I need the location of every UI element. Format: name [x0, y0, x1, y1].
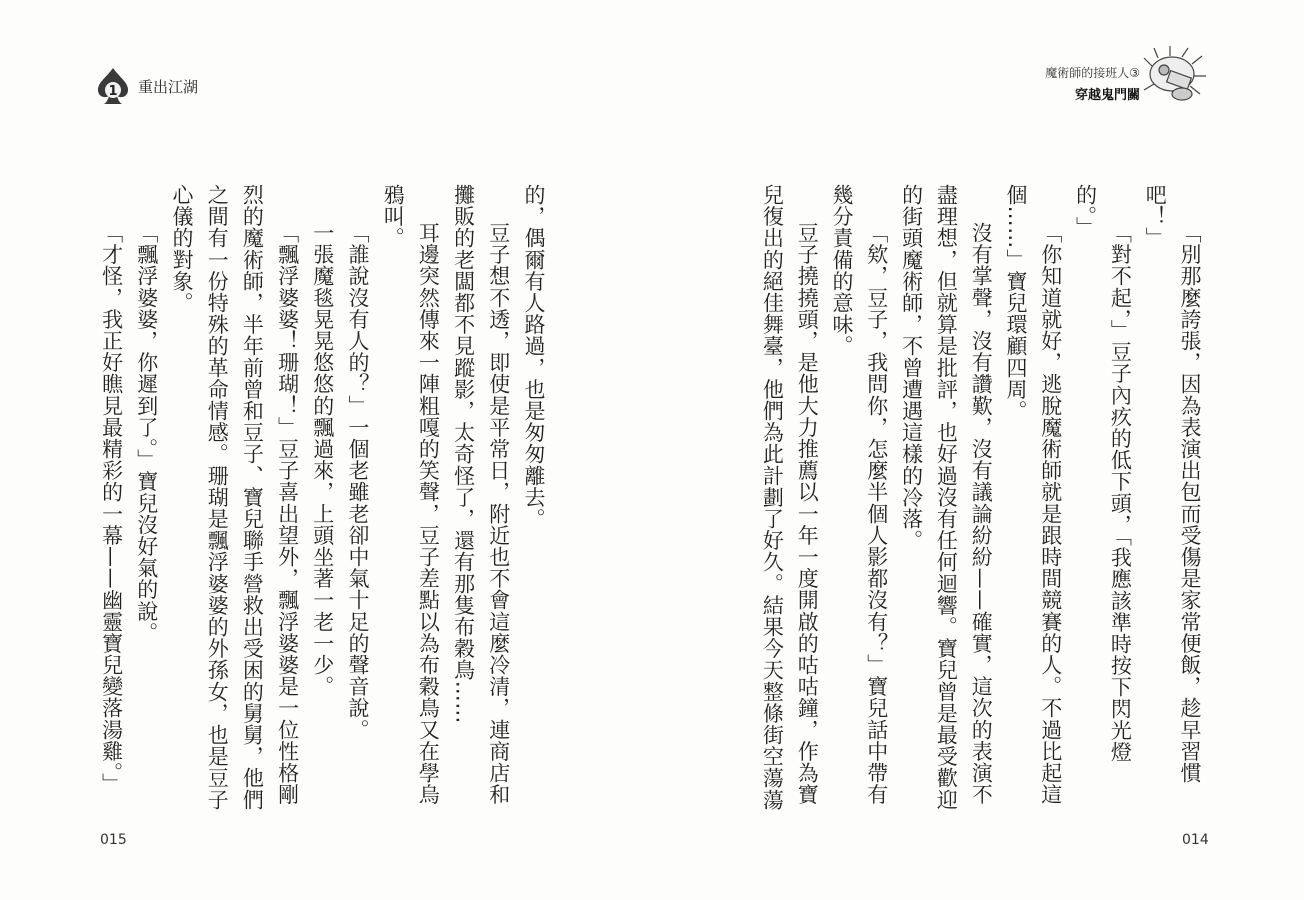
text-column: 盡理想，但就算是批評，也好過沒有任何迴響。寶兒曾是最受歡迎	[934, 184, 959, 811]
text-column: 「才怪，我正好瞧見最精彩的一幕——幽靈寶兒變落湯雞。」	[99, 222, 124, 795]
text-column: 鴉叫。	[381, 184, 406, 249]
running-header	[1040, 64, 1140, 103]
spade-icon	[96, 66, 130, 106]
text-column: 「別那麼誇張，因為表演出包而受傷是家常便飯，趁早習慣	[1178, 222, 1202, 784]
text-column: 沒有掌聲，沒有讚歎，沒有議論紛紛——確實，這次的表演不	[969, 222, 994, 806]
chapter-title: 重出江湖	[138, 77, 199, 96]
text-column: 心儀的對象。	[170, 184, 194, 314]
text-column: 的街頭魔術師，不曾遭遇這樣的冷落。	[899, 184, 924, 552]
text-column: 「飄浮婆婆，你遲到了。」寶兒沒好氣的說。	[134, 222, 159, 644]
text-column: 「對不起，」豆子內疚的低下頭，「我應該準時按下閃光燈	[1108, 222, 1133, 763]
book-title: 穿越鬼門關	[1074, 88, 1140, 103]
text-column: 「你知道就好，逃脫魔術師就是跟時間競賽的人。不過比起這	[1038, 222, 1063, 806]
text-column: 豆子想不透，即使是平常日，附近也不會這麼冷清，連商店和	[486, 222, 511, 806]
text-column: 之間有一份特殊的革命情感。珊瑚是飄浮婆婆的外孫女，也是豆子	[205, 184, 230, 811]
page-number-left: 015	[100, 832, 127, 848]
chapter-header	[96, 66, 198, 106]
cuckoo-clock-illustration	[1138, 44, 1210, 104]
text-column: 攤販的老闆都不見蹤影，太奇怪了，還有那隻布穀鳥……	[451, 184, 476, 724]
text-column: 耳邊突然傳來一陣粗嘎的笑聲，豆子差點以為布穀鳥又在學烏	[416, 222, 441, 806]
text-column: 烈的魔術師，半年前曾和豆子、寶兒聯手營救出受困的舅舅，他們	[240, 184, 265, 811]
page-number-right: 014	[1182, 832, 1209, 848]
text-column: 「欸，豆子，我問你，怎麼半個人影都沒有？」寶兒話中帶有	[864, 222, 889, 806]
text-column: 一張魔毯晃晃悠悠的飄過來，上頭坐著一老一少。	[310, 222, 335, 698]
text-column: 幾分責備的意味。	[830, 184, 854, 357]
text-column: 吧！」	[1143, 184, 1168, 249]
series-title: 魔術師的接班人③	[1045, 66, 1140, 80]
text-column: 兒復出的絕佳舞臺，他們為此計劃了好久。結果今天整條街空蕩蕩	[760, 184, 785, 811]
text-column: 豆子撓撓頭，是他大力推薦以一年一度開啟的咕咕鐘，作為寶	[795, 222, 820, 806]
text-column: 個……」寶兒環顧四周。	[1004, 184, 1028, 422]
text-column: 「誰說沒有人的？」一個老雖老卻中氣十足的聲音說。	[346, 222, 370, 741]
text-column: 的。」	[1073, 184, 1098, 239]
text-column: 「飄浮婆婆！珊瑚！」豆子喜出望外，飄浮婆婆是一位性格剛	[275, 222, 300, 806]
chapter-number: 1	[108, 84, 118, 99]
text-column: 的，偶爾有人路過，也是匆匆離去。	[522, 184, 546, 530]
